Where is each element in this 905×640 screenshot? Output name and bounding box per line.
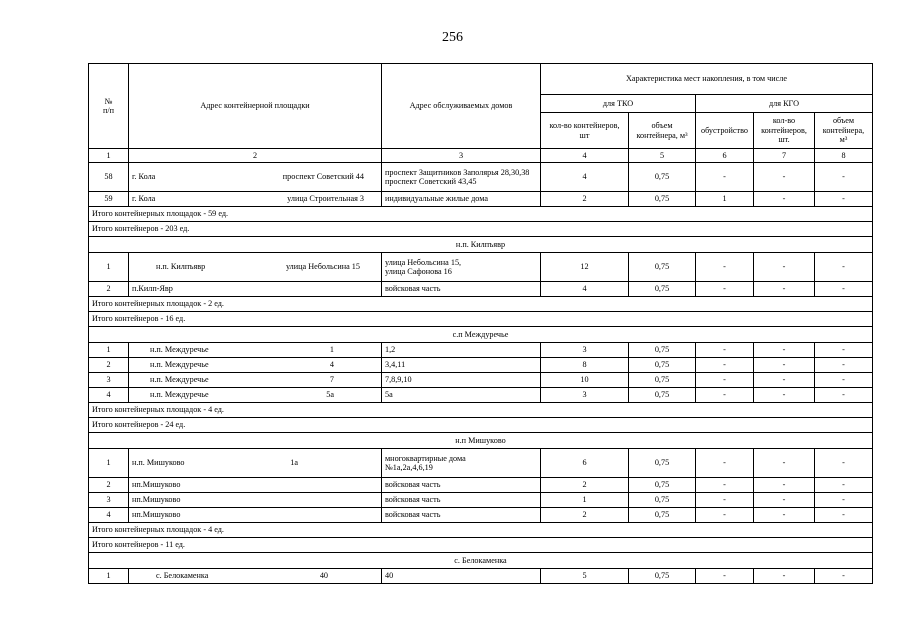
- col-number: 2: [129, 149, 382, 163]
- col-number: 7: [754, 149, 815, 163]
- served-houses: войсковая часть: [382, 493, 541, 508]
- table-row: [89, 449, 873, 478]
- site-street: улица Строительная 3: [287, 194, 364, 204]
- site-street: 1: [329, 345, 334, 355]
- header-count-kgo: кол-во контейнеров, шт.: [754, 113, 815, 149]
- section-title: с.п Междуречье: [89, 327, 873, 343]
- header-volume-tko: объем контейнера, м³: [629, 113, 696, 149]
- kgo-equipped: -: [696, 163, 754, 192]
- row-number: 3: [89, 373, 129, 388]
- site-street: 5а: [326, 390, 334, 400]
- kgo-container-volume: -: [815, 478, 873, 493]
- row-number: 2: [89, 478, 129, 493]
- served-houses: войсковая часть: [382, 478, 541, 493]
- row-number: 2: [89, 358, 129, 373]
- container-sites-table: [88, 63, 873, 584]
- total-row: [89, 523, 873, 538]
- tko-container-count: 12: [541, 253, 629, 282]
- table-row: [89, 192, 873, 207]
- kgo-container-count: -: [754, 192, 815, 207]
- kgo-container-volume: -: [815, 569, 873, 584]
- section-title: н.п. Килпъявр: [89, 237, 873, 253]
- header-address: Адрес контейнерной площадки: [129, 64, 382, 149]
- total-row: [89, 222, 873, 237]
- kgo-equipped: -: [696, 478, 754, 493]
- site-address: [129, 449, 382, 478]
- tko-container-volume: 0,75: [629, 508, 696, 523]
- tko-container-volume: 0,75: [629, 343, 696, 358]
- served-houses: многоквартирные дома №1а,2а,4,6,19: [382, 449, 541, 478]
- kgo-container-count: -: [754, 569, 815, 584]
- header-kgo: для КГО: [696, 95, 873, 113]
- total-text: Итого контейнерных площадок - 4 ед.: [89, 523, 873, 538]
- col-number: 6: [696, 149, 754, 163]
- header-characteristics: Характеристика мест накопления, в том числе: [541, 64, 873, 95]
- served-houses: проспект Защитников Заполярья 28,30,38 проспект Советский 43,45: [382, 163, 541, 192]
- site-street: улица Небольсина 15: [285, 262, 360, 272]
- col-number: 4: [541, 149, 629, 163]
- tko-container-count: 1: [541, 493, 629, 508]
- table-row: [89, 163, 873, 192]
- site-street: 7: [329, 375, 334, 385]
- table-row: [89, 478, 873, 493]
- total-text: Итого контейнеров - 203 ед.: [89, 222, 873, 237]
- row-number: 4: [89, 508, 129, 523]
- site-locality: нп.Мишуково: [132, 480, 181, 490]
- kgo-container-volume: -: [815, 253, 873, 282]
- tko-container-volume: 0,75: [629, 569, 696, 584]
- total-text: Итого контейнерных площадок - 59 ед.: [89, 207, 873, 222]
- total-row: [89, 312, 873, 327]
- site-address: [129, 388, 382, 403]
- site-address: [129, 192, 382, 207]
- tko-container-volume: 0,75: [629, 373, 696, 388]
- site-locality: нп.Мишуково: [132, 510, 181, 520]
- total-text: Итого контейнеров - 16 ед.: [89, 312, 873, 327]
- header-served: Адрес обслуживаемых домов: [382, 64, 541, 149]
- section-row: [89, 327, 873, 343]
- site-address: [129, 569, 382, 584]
- served-houses: 1,2: [382, 343, 541, 358]
- site-locality: п.Килп-Явр: [132, 284, 173, 294]
- tko-container-volume: 0,75: [629, 163, 696, 192]
- kgo-container-volume: -: [815, 508, 873, 523]
- table-row: [89, 569, 873, 584]
- site-street: 40: [319, 571, 328, 581]
- site-locality: с. Белокаменка: [156, 571, 209, 581]
- site-street: [360, 510, 378, 519]
- total-row: [89, 297, 873, 312]
- kgo-equipped: -: [696, 449, 754, 478]
- table-row: [89, 343, 873, 358]
- site-locality: г. Кола: [132, 194, 156, 204]
- site-locality: г. Кола: [132, 172, 156, 182]
- kgo-container-count: -: [754, 358, 815, 373]
- header-volume-kgo: объем контейнера, м³: [815, 113, 873, 149]
- total-row: [89, 538, 873, 553]
- row-number: 1: [89, 343, 129, 358]
- row-number: 58: [89, 163, 129, 192]
- kgo-equipped: -: [696, 373, 754, 388]
- tko-container-volume: 0,75: [629, 192, 696, 207]
- tko-container-count: 2: [541, 478, 629, 493]
- kgo-container-volume: -: [815, 163, 873, 192]
- site-street: [360, 480, 378, 489]
- kgo-equipped: -: [696, 508, 754, 523]
- row-number: 3: [89, 493, 129, 508]
- served-houses: войсковая часть: [382, 508, 541, 523]
- col-number: 1: [89, 149, 129, 163]
- table-row: [89, 508, 873, 523]
- tko-container-volume: 0,75: [629, 388, 696, 403]
- table-row: [89, 493, 873, 508]
- row-number: 1: [89, 253, 129, 282]
- kgo-container-count: -: [754, 449, 815, 478]
- site-locality: н.п. Междуречье: [150, 345, 209, 355]
- header-count-tko: кол-во контейнеров, шт: [541, 113, 629, 149]
- header-num: № п/п: [89, 64, 129, 149]
- tko-container-count: 8: [541, 358, 629, 373]
- kgo-container-count: -: [754, 373, 815, 388]
- row-number: 4: [89, 388, 129, 403]
- kgo-equipped: -: [696, 282, 754, 297]
- kgo-container-volume: -: [815, 282, 873, 297]
- col-number: 5: [629, 149, 696, 163]
- total-row: [89, 207, 873, 222]
- kgo-container-volume: -: [815, 358, 873, 373]
- site-street: [360, 284, 378, 293]
- section-title: н.п Мишуково: [89, 433, 873, 449]
- served-houses: войсковая часть: [382, 282, 541, 297]
- table-row: [89, 388, 873, 403]
- kgo-container-count: -: [754, 163, 815, 192]
- kgo-equipped: -: [696, 493, 754, 508]
- section-row: [89, 237, 873, 253]
- kgo-equipped: -: [696, 388, 754, 403]
- tko-container-volume: 0,75: [629, 478, 696, 493]
- site-address: [129, 163, 382, 192]
- tko-container-volume: 0,75: [629, 358, 696, 373]
- total-text: Итого контейнеров - 24 ед.: [89, 418, 873, 433]
- page-number: 256: [442, 30, 463, 45]
- tko-container-count: 3: [541, 388, 629, 403]
- tko-container-count: 6: [541, 449, 629, 478]
- site-address: [129, 478, 382, 493]
- total-row: [89, 403, 873, 418]
- tko-container-count: 2: [541, 192, 629, 207]
- kgo-equipped: -: [696, 253, 754, 282]
- served-houses: 7,8,9,10: [382, 373, 541, 388]
- tko-container-volume: 0,75: [629, 253, 696, 282]
- row-number: 1: [89, 449, 129, 478]
- total-text: Итого контейнерных площадок - 4 ед.: [89, 403, 873, 418]
- tko-container-count: 5: [541, 569, 629, 584]
- kgo-container-volume: -: [815, 388, 873, 403]
- kgo-equipped: -: [696, 569, 754, 584]
- tko-container-count: 10: [541, 373, 629, 388]
- tko-container-volume: 0,75: [629, 493, 696, 508]
- total-text: Итого контейнерных площадок - 2 ед.: [89, 297, 873, 312]
- tko-container-volume: 0,75: [629, 449, 696, 478]
- site-street: 1а: [290, 458, 298, 468]
- site-address: [129, 493, 382, 508]
- total-row: [89, 418, 873, 433]
- kgo-container-count: -: [754, 343, 815, 358]
- tko-container-count: 4: [541, 282, 629, 297]
- tko-container-volume: 0,75: [629, 282, 696, 297]
- section-row: [89, 553, 873, 569]
- site-address: [129, 253, 382, 282]
- site-address: [129, 358, 382, 373]
- section-row: [89, 433, 873, 449]
- section-title: с. Белокаменка: [89, 553, 873, 569]
- served-houses: 3,4,11: [382, 358, 541, 373]
- site-address: [129, 508, 382, 523]
- site-address: [129, 282, 382, 297]
- table-row: [89, 373, 873, 388]
- site-locality: н.п. Междуречье: [150, 375, 209, 385]
- table-row: [89, 282, 873, 297]
- site-locality: нп.Мишуково: [132, 495, 181, 505]
- served-houses: 40: [382, 569, 541, 584]
- site-address: [129, 373, 382, 388]
- site-street: 4: [329, 360, 334, 370]
- kgo-container-count: -: [754, 478, 815, 493]
- kgo-container-volume: -: [815, 192, 873, 207]
- kgo-container-count: -: [754, 253, 815, 282]
- site-locality: н.п. Мишуково: [132, 458, 185, 468]
- served-houses: 5а: [382, 388, 541, 403]
- header-equipped: обустройство: [696, 113, 754, 149]
- tko-container-count: 2: [541, 508, 629, 523]
- kgo-container-count: -: [754, 493, 815, 508]
- kgo-container-count: -: [754, 388, 815, 403]
- kgo-equipped: -: [696, 343, 754, 358]
- kgo-container-volume: -: [815, 493, 873, 508]
- served-houses: индивидуальные жилые дома: [382, 192, 541, 207]
- row-number: 59: [89, 192, 129, 207]
- row-number: 2: [89, 282, 129, 297]
- table-row: [89, 358, 873, 373]
- site-street: [360, 495, 378, 504]
- kgo-container-volume: -: [815, 373, 873, 388]
- served-houses: улица Небольсина 15, улица Сафонова 16: [382, 253, 541, 282]
- kgo-container-count: -: [754, 508, 815, 523]
- site-locality: н.п. Килпъявр: [156, 262, 206, 272]
- col-number: 8: [815, 149, 873, 163]
- tko-container-count: 4: [541, 163, 629, 192]
- site-locality: н.п. Междуречье: [150, 360, 209, 370]
- kgo-equipped: -: [696, 358, 754, 373]
- kgo-container-volume: -: [815, 449, 873, 478]
- total-text: Итого контейнеров - 11 ед.: [89, 538, 873, 553]
- site-address: [129, 343, 382, 358]
- kgo-container-volume: -: [815, 343, 873, 358]
- table-row: [89, 253, 873, 282]
- kgo-equipped: 1: [696, 192, 754, 207]
- site-street: проспект Советский 44: [282, 172, 364, 182]
- col-number: 3: [382, 149, 541, 163]
- header-tko: для ТКО: [541, 95, 696, 113]
- tko-container-count: 3: [541, 343, 629, 358]
- row-number: 1: [89, 569, 129, 584]
- site-locality: н.п. Междуречье: [150, 390, 209, 400]
- kgo-container-count: -: [754, 282, 815, 297]
